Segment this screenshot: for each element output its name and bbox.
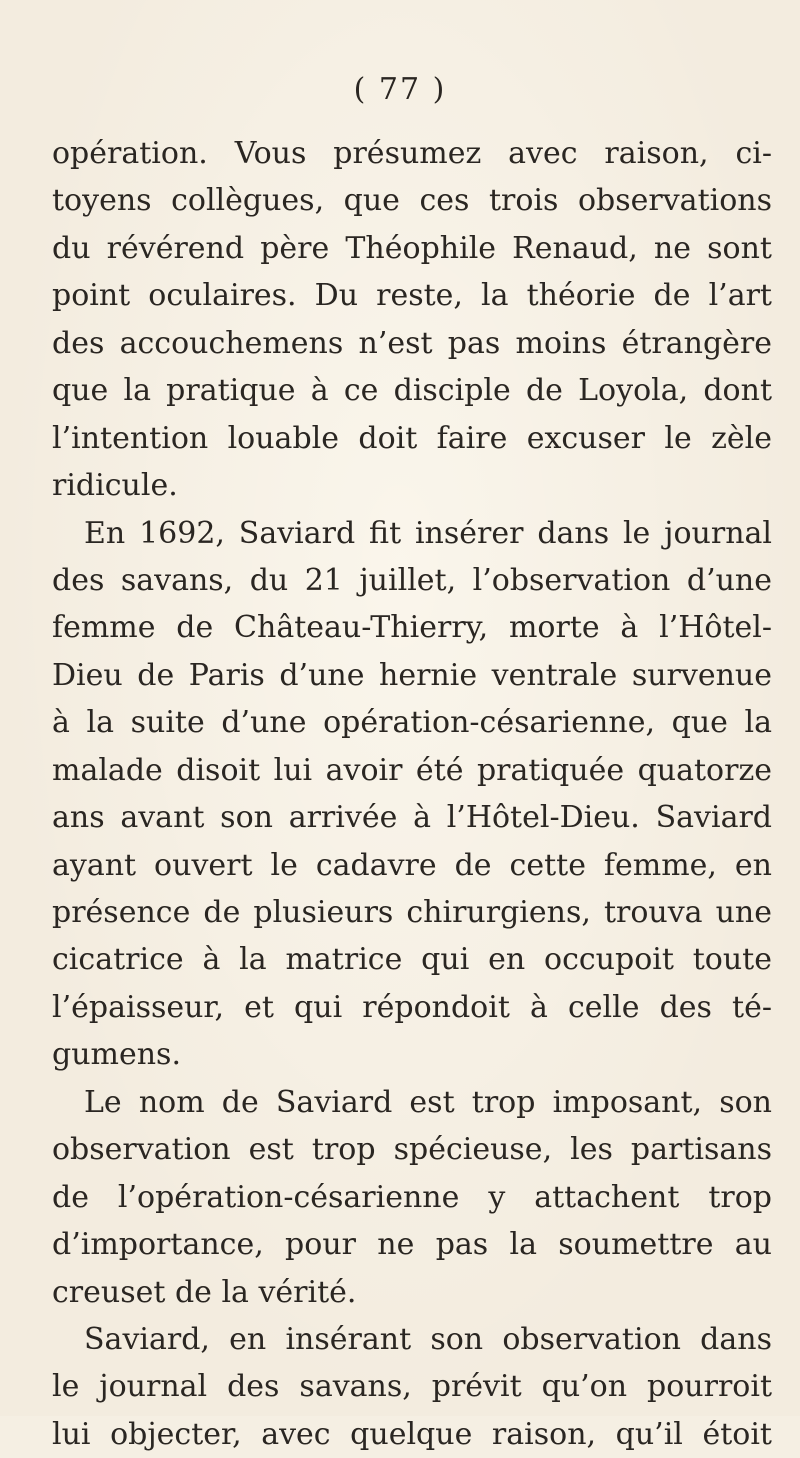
text-line: observation est trop spécieuse, les partisans <box>52 1132 772 1168</box>
text-line: lui objecter, avec quelque raison, qu’il étoit <box>52 1416 772 1452</box>
text-line: l’épaisseur, et qui répondoit à celle des té- <box>52 989 772 1025</box>
text-line: ridicule. <box>52 468 178 504</box>
text-line: Le nom de Saviard est trop imposant, son <box>84 1084 772 1120</box>
page-number: ( 77 ) <box>353 72 447 107</box>
text-line: d’importance, pour ne pas la soumettre au <box>52 1227 772 1263</box>
text-line: toyens collègues, que ces trois observations <box>52 183 772 219</box>
text-line: En 1692, Saviard fit insérer dans le journal <box>84 515 772 551</box>
text-line: Dieu de Paris d’une hernie ventrale survenue <box>52 657 772 693</box>
text-line: l’intention louable doit faire excuser le zèle <box>52 420 772 456</box>
text-line: gumens. <box>52 1037 181 1073</box>
text-line: du révérend père Théophile Renaud, ne sont <box>52 230 772 266</box>
text-line: opération. Vous présumez avec raison, ci- <box>52 136 772 171</box>
text-line: malade disoit lui avoir été pratiquée quatorze <box>52 752 772 788</box>
body-text <box>52 130 772 1458</box>
text-line: des savans, du 21 juillet, l’observation d’une <box>52 562 772 598</box>
text-line: le journal des savans, prévit qu’on pourroit <box>52 1369 772 1405</box>
text-line: présence de plusieurs chirurgiens, trouva une <box>52 895 772 930</box>
text-line: à la suite d’une opération-césarienne, que la <box>52 705 772 741</box>
text-line: de l’opération-césarienne y attachent trop <box>52 1179 772 1215</box>
text-line: femme de Château-Thierry, morte à l’Hôtel- <box>52 610 772 646</box>
text-line: cicatrice à la matrice qui en occupoit toute <box>52 942 772 978</box>
text-line: point oculaires. Du reste, la théorie de l’art <box>52 278 772 314</box>
text-line: creuset de la vérité. <box>52 1274 357 1310</box>
text-line: des accouchemens n’est pas moins étrangère <box>52 325 772 361</box>
text-line: Saviard, en insérant son observation dans <box>84 1321 772 1357</box>
text-line: que la pratique à ce disciple de Loyola, dont <box>52 373 772 409</box>
text-line: ans avant son arrivée à l’Hôtel-Dieu. Saviard <box>52 800 772 836</box>
text-line: ayant ouvert le cadavre de cette femme, en <box>52 847 772 883</box>
